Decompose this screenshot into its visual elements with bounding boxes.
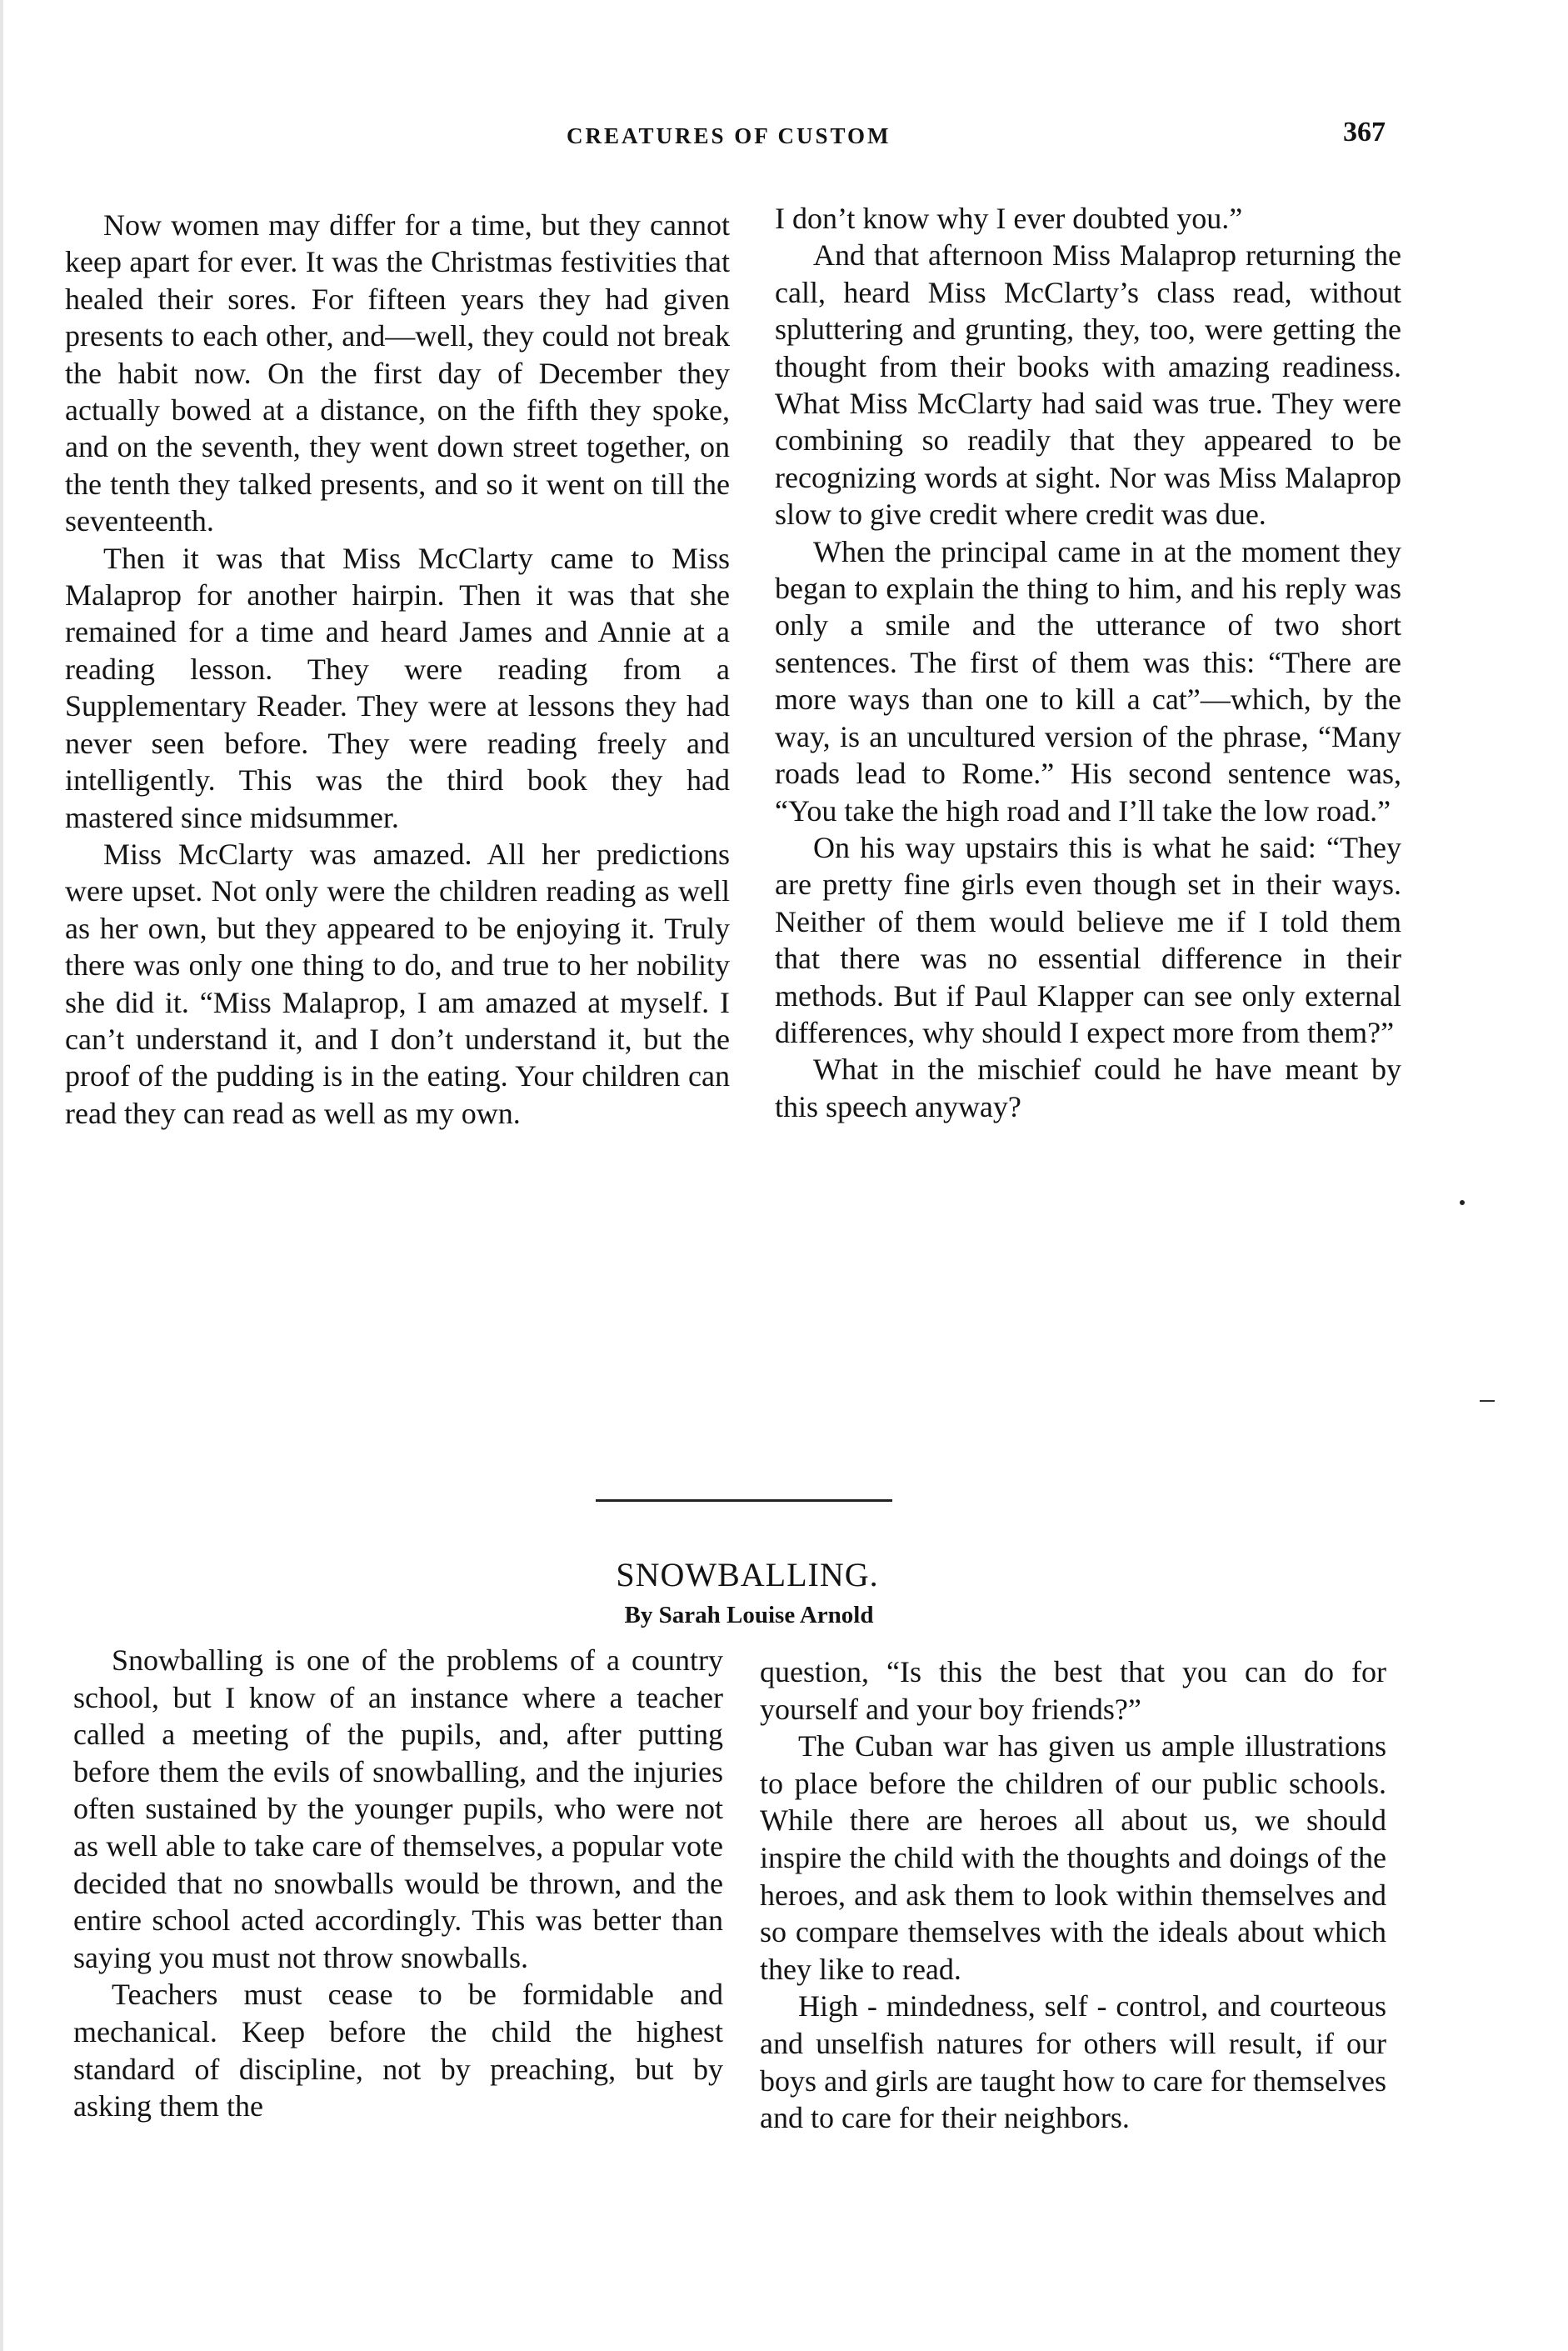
story-paragraph: When the principal came in at the moment they began to explain the thing to him, and his reply was only a smile and the utterance of two short sentences. The first of them was this: “There are more ways than one to kill a cat”—which, by the way, is an uncultured version of the phrase, “Many roads lead to Rome.” His second sentence was, “You take the high road and I’ll take the low road.” — [775, 534, 1401, 828]
article-paragraph: Teachers must cease to be formidable and mechanical. Keep before the child the highest standard of discipline, not by preaching, but by asking them the — [73, 1978, 723, 2123]
story-paragraph-continued: I don’t know why I ever doubted you.” — [775, 202, 1243, 235]
article-byline: By Sarah Louise Arnold — [624, 1602, 874, 1628]
story-paragraph: What in the mischief could he have meant by this speech anyway? — [775, 1053, 1401, 1123]
running-title: CREATURES OF CUSTOM — [567, 123, 891, 148]
article-paragraph: The Cuban war has given us ample illustrations to place before the children of our public schools. While there are heroes all about us, we should inspire the child with the thoughts and doings of the heroes, and ask them to look within themselves and so compare themselves with the ideals about which they like to read. — [760, 1729, 1386, 1986]
story-paragraph: Miss McClarty was amazed. All her predictions were upset. Not only were the children reading as well as her own, but they appeared to be enjoying it. Truly there was only one thing to do, and true to her nobility she did it. “Miss Malaprop, I am amazed at myself. I can’t understand it, and I don’t understand it, but the proof of the pudding is in the eating. Your children can read they can read as well as my own. — [65, 837, 730, 1130]
story-paragraph: Now women may differ for a time, but they cannot keep apart for ever. It was the Christmas festivities that healed their sores. For fifteen years they had given presents to each other, and—well, they could not break the habit now. On the first day of December they actually bowed at a distance, on the fifth they spoke, and on the seventh, they went down street together, on the tenth they talked presents, and so it went on till the seventeenth. — [65, 208, 730, 538]
print-speck — [1460, 1200, 1465, 1205]
section-divider — [596, 1499, 892, 1502]
article-title: SNOWBALLING. — [616, 1556, 879, 1593]
story-right-column — [775, 200, 1401, 1433]
story-paragraph: On his way upstairs this is what he said: “They are pretty fine girls even though set in their ways. Neither of them would believe me if I told them that there was no essential difference in their methods. But if Paul Klapper can see only external differences, why should I expect more from them?” — [775, 830, 1401, 1049]
article-paragraph-continued: question, “Is this the best that you can do for yourself and your boy friends?” — [760, 1655, 1386, 1726]
page-number: 367 — [1343, 117, 1386, 148]
article-left-column — [73, 1642, 723, 2275]
print-mark — [1480, 1400, 1495, 1402]
story-paragraph: And that afternoon Miss Malaprop returning the call, heard Miss McClarty’s class read, without spluttering and grunting, they, too, were getting the thought from their books with amazing readiness. What Miss McClarty had said was true. They were combining so readily that they appeared to be recognizing words at sight. Nor was Miss Malaprop slow to give credit where credit was due. — [775, 238, 1401, 532]
article-paragraph: High - mindedness, self - control, and courteous and unselfish natures for others will result, if our boys and girls are taught how to care for themselves and to care for their neighbors. — [760, 1989, 1386, 2135]
story-left-column — [65, 207, 730, 1440]
article-right-column — [760, 1653, 1386, 2270]
article-paragraph: Snowballing is one of the problems of a country school, but I know of an instance where a teacher called a meeting of the pupils, and, after putting before them the evils of snowballing, and the injuries often sustained by the younger pupils, who were not as well able to take care of themselves, a popular vote decided that no snowballs would be thrown, and the entire school acted accordingly. This was better than saying you must not throw snowballs. — [73, 1643, 723, 1974]
running-head — [0, 117, 1568, 158]
story-paragraph: Then it was that Miss McClarty came to Miss Malaprop for another hairpin. Then it was that she remained for a time and heard James and Annie at a reading lesson. They were reading from a Supplementary Reader. They were at lessons they had never seen before. They were reading freely and intelligently. This was the third book they had mastered since midsummer. — [65, 541, 730, 834]
page-edge-shadow — [0, 0, 3, 2351]
